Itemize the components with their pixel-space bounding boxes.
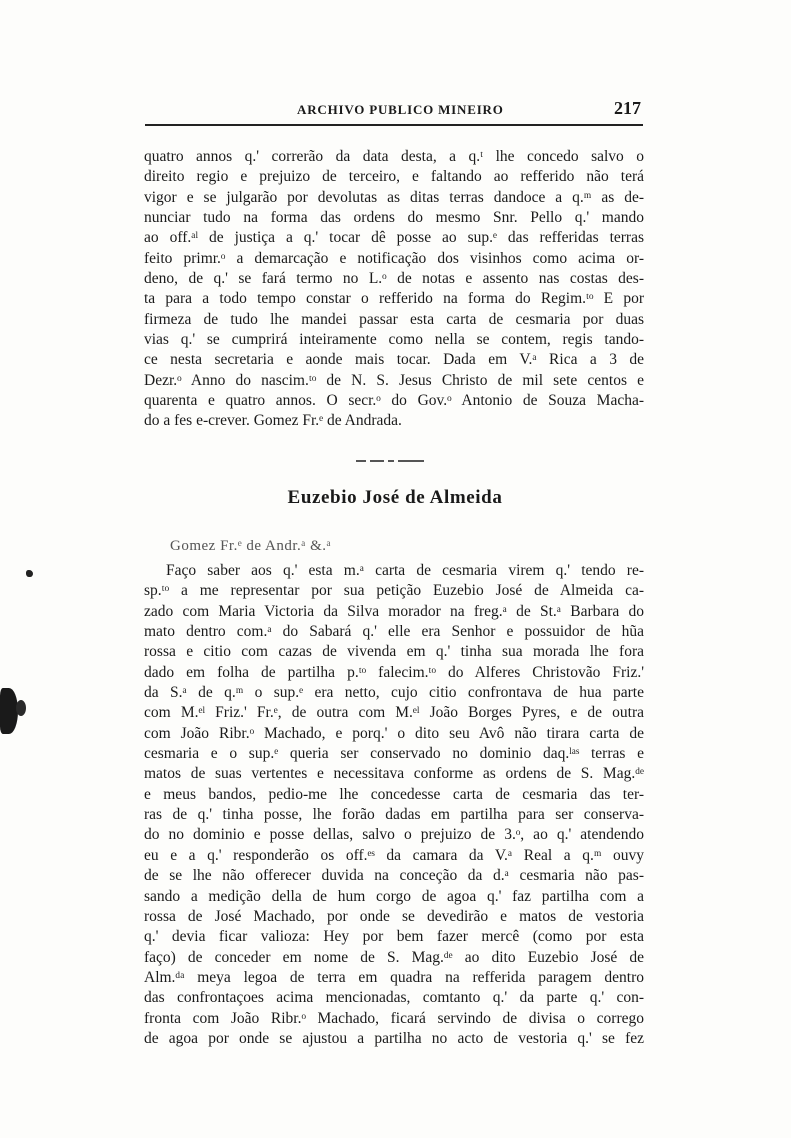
text-line: sp.ᵗᵒ a me representar por sua petição Euzebio José de Almeida ca- — [144, 582, 644, 600]
text-line: ao off.ᵃˡ de justiça a q.' tocar dê posse ao sup.ᵉ das refferidas terras — [144, 229, 644, 247]
text-line: ce nesta secretaria e aonde mais tocar. Dada em V.ᵃ Rica a 3 de — [144, 351, 644, 369]
text-line: ta para a todo tempo constar o refferido na forma do Regim.ᵗᵒ E por — [144, 290, 644, 308]
text-line: vigor e se julgarão por devolutas as ditas terras dandoce a q.ᵐ as de- — [144, 188, 644, 206]
text-line: sando a medição della de hum corgo de agoa q.' faz partilha com a — [144, 887, 644, 905]
text-line: dado em folha de partilha p.ᵗᵒ falecim.ᵗᵒ do Alferes Christovão Friz.' — [144, 663, 644, 681]
text-line: matos de suas vertentes e necessitava conforme as ordens de S. Mag.ᵈᵉ — [144, 765, 644, 783]
text-line: deno, de q.' se fará termo no L.ᵒ de notas e assento nas costas des- — [144, 270, 644, 288]
text-line: Dezr.ᵒ Anno do nascim.ᵗᵒ de N. S. Jesus Christo de mil sete centos e — [144, 371, 644, 389]
margin-binding-mark — [0, 688, 18, 734]
text-line: vias q.' se cumprirá inteiramente como nella se contem, regis tando- — [144, 331, 644, 349]
page-header — [147, 98, 643, 122]
text-line: cesmaria e o sup.ᵉ queria ser conservado no dominio daq.ˡᵃˢ terras e — [144, 745, 644, 763]
page-number: 217 — [614, 98, 641, 118]
text-line: quarenta e quatro annos. O secr.ᵒ do Gov.ᵒ Antonio de Souza Macha- — [144, 392, 644, 410]
section-title: Euzebio José de Almeida — [287, 487, 503, 508]
salutation-line: Gomez Fr.ᵉ de Andr.ᵃ &.ᵃ — [170, 538, 332, 554]
text-line: fronta com João Ribr.ᵒ Machado, ficará servindo de divisa o corrego — [144, 1009, 644, 1027]
margin-binding-hole — [16, 700, 26, 716]
text-line: eu e a q.' responderão os off.ᵉˢ da camara da V.ᵃ Real a q.ᵐ ouvy — [144, 846, 644, 864]
text-line: com João Ribr.ᵒ Machado, e porq.' o dito seu Avô não tirara carta de — [144, 724, 644, 742]
grant-body — [144, 561, 644, 1049]
text-line: do a fes e-crever. Gomez Fr.ᵉ de Andrada. — [144, 412, 402, 430]
previous-grant-continuation — [144, 147, 644, 432]
text-line: do no dominio e posse dellas, salvo o prejuizo de 3.ᵒ, ao q.' atendendo — [144, 826, 644, 844]
text-line: mato dentro com.ᵃ do Sabará q.' elle era Senhor e possuidor de hũa — [144, 623, 644, 641]
text-line: nunciar tudo na forma das ordens do mesmo Snr. Pello q.' mando — [144, 209, 644, 227]
text-line: ras de q.' tinha posse, lhe forão dadas em partilha para ser conserva- — [144, 806, 644, 824]
text-line: de agoa por onde se ajustou a partilha no acto de vestoria q.' se fez — [144, 1029, 644, 1047]
text-line: quatro annos q.' correrão da data desta, a q.ᵗ lhe concedo salvo o — [144, 148, 644, 165]
text-line: feito primr.ᵒ a demarcação e notificação dos visinhos como acima or- — [144, 249, 644, 267]
margin-ink-spot — [26, 570, 33, 577]
text-line: Faço saber aos q.' esta m.ᵃ carta de cesmaria virem q.' tendo re- — [166, 562, 644, 579]
running-head: ARCHIVO PUBLICO MINEIRO — [297, 102, 504, 117]
text-line: q.' devia ficar valioza: Hey por bem fazer mercê (como por esta — [144, 928, 644, 946]
text-line: das confrontaçoes acima mencionadas, comtanto q.' da parte q.' con- — [144, 989, 644, 1007]
text-line: e meus bandos, pedio-me lhe concedesse carta de cesmaria das ter- — [144, 785, 644, 803]
text-line: da S.ᵃ de q.ᵐ o sup.ᵉ era netto, cujo citio confrontava de hua parte — [144, 684, 644, 702]
section-separator — [356, 460, 424, 462]
text-line: firmeza de tudo lhe mandei passar esta carta de cesmaria por duas — [144, 310, 644, 328]
text-line: Alm.ᵈᵃ meya legoa de terra em quadra na refferida paragem dentro — [144, 968, 644, 986]
text-line: faço) de conceder em nome de S. Mag.ᵈᵉ ao dito Euzebio José de — [144, 948, 644, 966]
text-line: rossa e citio com cazas de vivenda em q.' tinha sua morada lhe fora — [144, 643, 644, 661]
header-rule — [145, 124, 643, 126]
text-line: rossa de José Machado, por onde se devedirão e matos de vestoria — [144, 907, 644, 925]
text-line: de se lhe não offerecer duvida na conceção da d.ᵃ cesmaria não pas- — [144, 867, 644, 885]
text-line: direito regio e prejuizo de terceiro, e faltando ao refferido não terá — [144, 168, 644, 186]
text-line: com M.ᵉˡ Friz.' Fr.ᵉ, de outra com M.ᵉˡ João Borges Pyres, e de outra — [144, 704, 644, 722]
text-line: zado com Maria Victoria da Silva morador na freg.ᵃ de St.ᵃ Barbara do — [144, 602, 644, 620]
